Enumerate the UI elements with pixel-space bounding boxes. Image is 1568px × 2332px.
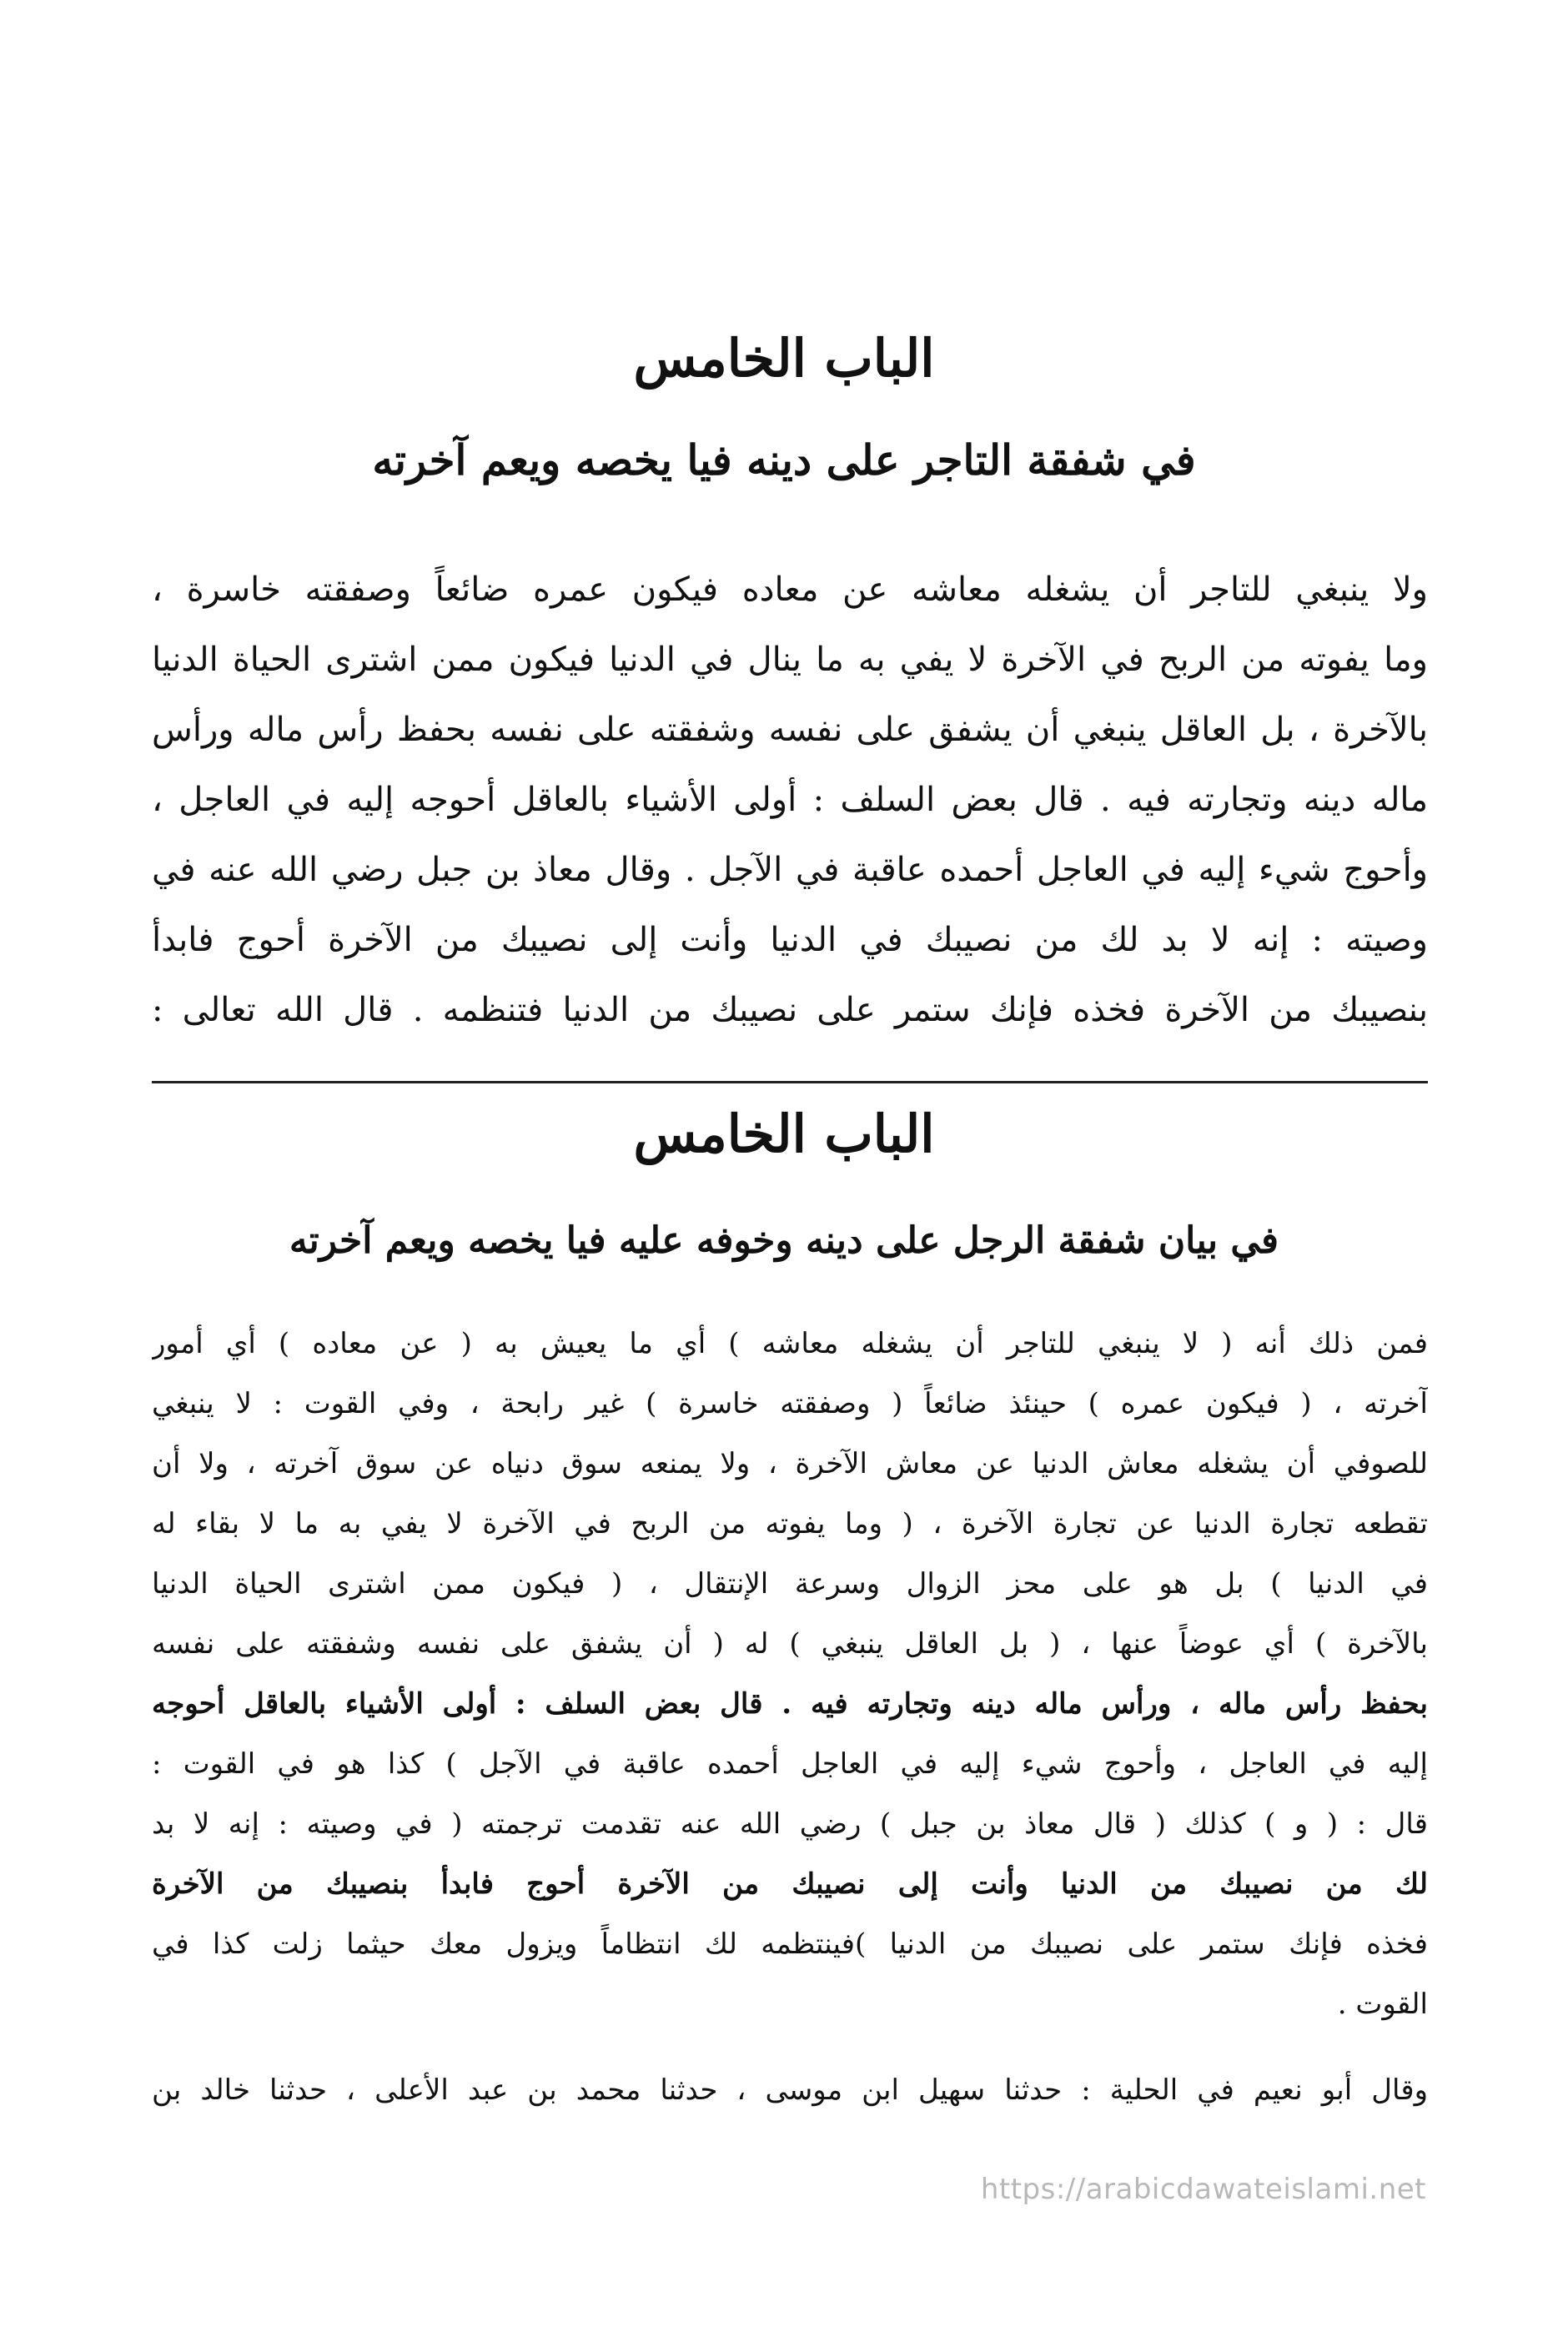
matn-line: بالآخرة ، بل العاقل ينبغي أن يشفق على نفسه وشفقته على نفسه بحفظ رأس ماله ورأس	[152, 711, 1428, 749]
continuation-text	[152, 2060, 1428, 2120]
commentary-line: بحفظ رأس ماله ، ورأس ماله دينه وتجارته فيه . قال بعض السلف : أولى الأشياء بالعاقل أحوجه	[152, 1687, 1428, 1721]
site-watermark: https://arabicdawateislami.net	[980, 2173, 1426, 2206]
commentary-line: في الدنيا ) بل هو على محز الزوال وسرعة الإنتقال ، ( فيكون ممن اشترى الحياة الدنيا	[152, 1567, 1428, 1601]
commentary-line: للصوفي أن يشغله معاش الدنيا عن معاش الآخرة ، ولا يمنعه سوق دنياه عن سوق آخرته ، ولا أن	[152, 1447, 1428, 1480]
commentary-line: بالآخرة ) أي عوضاً عنها ، ( بل العاقل ينبغي ) له ( أن يشفق على نفسه وشفقته على نفسه	[152, 1627, 1428, 1661]
matn-line: بنصيبك من الآخرة فخذه فإنك ستمر على نصيبك من الدنيا فتنظمه . قال الله تعالى :	[152, 991, 1428, 1029]
commentary-line: تقطعه تجارة الدنيا عن تجارة الآخرة ، ( وما يفوته من الربح في الآخرة لا يفي به ما لا بقاء له	[152, 1507, 1428, 1540]
matn-line: وما يفوته من الربح في الآخرة لا يفي به ما ينال في الدنيا فيكون ممن اشترى الحياة الدنيا	[152, 641, 1428, 679]
section-divider	[152, 1081, 1428, 1083]
matn-line: ماله دينه وتجارته فيه . قال بعض السلف : أولى الأشياء بالعاقل أحوجه إليه في العاجل ،	[152, 781, 1428, 819]
chapter-title: الباب الخامس	[633, 328, 935, 389]
commentary-line: القوت .	[1337, 1988, 1428, 2021]
commentary-text	[152, 1314, 1428, 2034]
matn-text	[152, 555, 1428, 1045]
chapter-subtitle: في شفقة التاجر على دينه فيا يخصه ويعم آخرته	[372, 435, 1196, 485]
commentary-line: آخرته ، ( فيكون عمره ) حينئذ ضائعاً ( وصفقته خاسرة ) غير رابحة ، وفي القوت : لا ينبغي	[152, 1387, 1428, 1420]
commentary-line: إليه في العاجل ، وأحوج شيء إليه في العاجل أحمده عاقبة في الآجل ) كذا هو في القوت :	[152, 1747, 1428, 1781]
commentary-line: فمن ذلك أنه ( لا ينبغي للتاجر أن يشغله معاشه ) أي ما يعيش به ( عن معاده ) أي أمور	[152, 1327, 1428, 1360]
commentary-title: الباب الخامس	[633, 1103, 935, 1164]
commentary-line: لك من نصيبك من الدنيا وأنت إلى نصيبك من الآخرة أحوج فابدأ بنصيبك من الآخرة	[152, 1867, 1428, 1901]
matn-line: ولا ينبغي للتاجر أن يشغله معاشه عن معاده فيكون عمره ضائعاً وصفقته خاسرة ،	[152, 570, 1428, 609]
continuation-line: وقال أبو نعيم في الحلية : حدثنا سهيل ابن موسى ، حدثنا محمد بن عبد الأعلى ، حدثنا خالد بن	[152, 2073, 1428, 2107]
commentary-line: فخذه فإنك ستمر على نصيبك من الدنيا )فينتظمه لك انتظاماً ويزول معك حيثما زلت كذا في	[152, 1927, 1428, 1961]
matn-line: وصيته : إنه لا بد لك من نصيبك في الدنيا وأنت إلى نصيبك من الآخرة أحوج فابدأ	[152, 921, 1428, 959]
commentary-line: قال : ( و ) كذلك ( قال معاذ بن جبل ) رضي الله عنه تقدمت ترجمته ( في وصيته : إنه لا بد	[152, 1807, 1428, 1841]
commentary-subtitle: في بيان شفقة الرجل على دينه وخوفه عليه فيا يخصه ويعم آخرته	[289, 1219, 1279, 1262]
matn-line: وأحوج شيء إليه في العاجل أحمده عاقبة في الآجل . وقال معاذ بن جبل رضي الله عنه في	[152, 851, 1428, 889]
